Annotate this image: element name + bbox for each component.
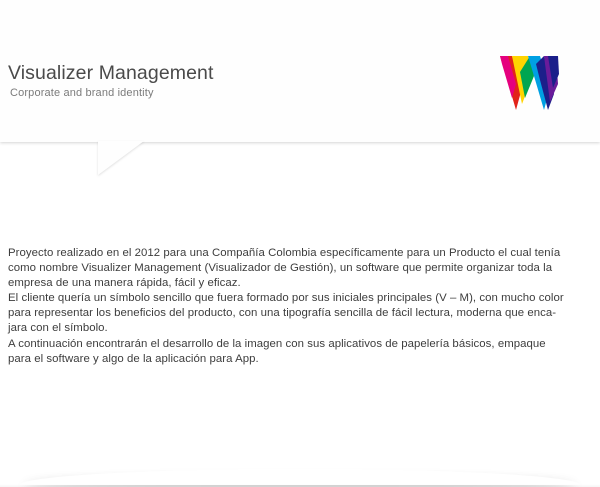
logo-svg [498, 54, 560, 110]
page-title: Visualizer Management [8, 62, 214, 84]
body-line: jara con el símbolo. [8, 322, 108, 335]
body-line: Proyecto realizado en el 2012 para una Compañía Colombia específicamente para un Producto el cual tenía [8, 247, 561, 259]
body-copy [8, 246, 588, 367]
body-line: A continuación encontrarán el desarrollo de la imagen con sus aplicativos de papelería básicos, empaque [8, 337, 546, 350]
page-bottom-shadow [0, 445, 600, 487]
page-subtitle: Corporate and brand identity [10, 87, 154, 99]
body-line: empresa de una manera rápida, fácil y eficaz. [8, 277, 241, 290]
page-curl-shadow [20, 469, 580, 485]
vm-monogram-logo [498, 54, 560, 110]
header-panel [0, 0, 600, 142]
body-line: como nombre Visualizer Management (Visualizador de Gestión), un software que permite organizar toda la [8, 262, 553, 275]
body-line: El cliente quería un símbolo sencillo que fuera formado por sus iniciales principales (V – M), con mucho color [8, 292, 564, 305]
body-line: para el software y algo de la aplicación para App. [8, 352, 259, 365]
body-line: para representar los beneficios del producto, con una tipografía sencilla de fácil lectura, moderna que enca- [8, 307, 557, 320]
speech-bubble-tail [98, 141, 144, 175]
header-text-group [8, 62, 428, 99]
